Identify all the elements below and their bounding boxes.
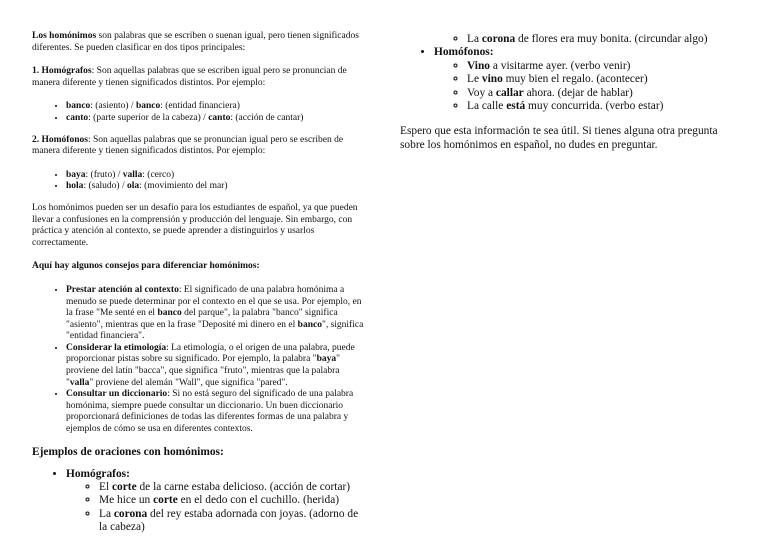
sentence-text: muy bien el regalo. (acontecer) [502, 73, 648, 86]
tip-word: banco [157, 308, 182, 319]
tip-text: " proviene del alemán "Wall", que significa "pared". [89, 377, 288, 388]
tip-text: del parque", la palabra "banco" significa "asiento", mientras que en la frase "Deposité mi dinero en el [66, 308, 338, 330]
homografos-examples-section [32, 468, 368, 535]
list-item [467, 60, 740, 73]
word: valla [122, 169, 143, 180]
tip-title: Prestar atención al contexto [66, 284, 179, 295]
list-item [66, 181, 368, 193]
sentence-word: callar [495, 86, 524, 99]
tip-word: baya [316, 354, 337, 365]
tip-title: Consultar un diccionario [66, 389, 168, 400]
sentence-text: a visitarme ayer. (verbo venir) [490, 59, 631, 72]
examples-heading: Ejemplos de oraciones con homónimos: [32, 445, 224, 458]
list-item [467, 33, 740, 46]
intro-text: son palabras que se escriben o suenan igual, pero tienen significados diferentes. Se pueden clasificar en dos tipos principales: [32, 31, 359, 53]
word: baya [66, 169, 86, 180]
tip-text: " proviene del latín "bacca", que significa "fruto", mientras que la palabra " [66, 354, 340, 388]
sentence-text: de la carne estaba delicioso. (acción de cortar) [136, 481, 351, 494]
homofonos-definition [32, 135, 368, 158]
homografos-definition [32, 66, 368, 89]
closing-paragraph: Espero que esta información te sea útil. Si tienes alguna otra pregunta sobre los homónimos en español, no dudes en preguntar. [400, 125, 718, 151]
list-item [99, 494, 368, 507]
meaning: : (saludo) / [83, 181, 127, 192]
right-column [400, 33, 740, 152]
meaning: : (cerco) [142, 169, 175, 180]
sentence-word: vino [481, 73, 503, 86]
sentence-text: muy concurrida. (verbo estar) [525, 100, 664, 113]
homofonos-item [434, 46, 740, 113]
sentence-text: del rey estaba adornada con joyas. (adorno de la cabeza) [99, 507, 359, 534]
homografos-examples-list [32, 101, 368, 124]
word: hola [66, 181, 84, 192]
tip-text: ", significa "entidad financiera". [66, 319, 364, 342]
sentence-text: La [99, 507, 114, 520]
list-item [467, 87, 740, 100]
sentence-word: corona [113, 507, 148, 520]
list-item [467, 100, 740, 113]
sentence-word: corte [111, 481, 137, 494]
left-column [32, 31, 368, 535]
meaning: : (movimiento del mar) [139, 181, 228, 192]
homofonos-title: 2. Homófonos [32, 134, 88, 145]
word: ola [126, 181, 140, 192]
sentence-text: Le [467, 73, 482, 86]
examples-list [32, 468, 368, 535]
sentence-text: Me hice un [99, 494, 154, 507]
list-item [467, 73, 740, 86]
homografos-text: : Son aquellas palabras que se escriben igual pero se pronuncian de manera diferente y tienen significados distintos. Por ejemplo: [32, 66, 347, 88]
sentence-text: Voy a [467, 86, 496, 99]
word: canto [208, 112, 231, 123]
sentence-word: está [506, 100, 526, 113]
tips-list [32, 285, 368, 436]
list-item [99, 481, 368, 494]
meaning: : (entidad financiera) [160, 101, 240, 112]
tip-word: banco [297, 319, 322, 330]
meaning: : (acción de cantar) [230, 112, 304, 123]
sentence-text: El [99, 481, 112, 494]
intro-section [32, 31, 368, 436]
tip-word: valla [69, 377, 90, 388]
intro-bold: Los homónimos [32, 31, 97, 41]
word: canto [66, 112, 89, 123]
word: banco [66, 101, 91, 112]
category-label: Homógrafos: [66, 467, 130, 480]
intro-paragraph [32, 31, 368, 54]
examples-list [400, 46, 740, 113]
homografos-item [66, 468, 368, 535]
sentence-text: de flores era muy bonita. (circundar algo) [515, 33, 708, 45]
sentence-word: Vino [467, 59, 490, 72]
tip-title: Considerar la etimología [66, 342, 167, 353]
sentence-text: ahora. (dejar de hablar) [523, 86, 633, 99]
tip-text: : El significado de una palabra homónima a menudo se puede determinar por el contexto en el que se usa. Por ejemplo, en la frase "Me senté en el [66, 284, 362, 319]
tips-heading-text: Aquí hay algunos consejos para diferenciar homónimos: [32, 261, 260, 272]
tip-dictionary [66, 389, 368, 435]
meaning: : (parte superior de la cabeza) / [88, 112, 209, 123]
challenge-paragraph: Los homónimos pueden ser un desafío para los estudiantes de español, ya que pueden llevar a confusiones en la comprensión y producción del lenguaje. Sin embargo, con práctica y atención al contexto, se puede aprender a distinguirlos y usarlos correctamente. [32, 202, 358, 248]
word: banco [135, 101, 161, 112]
tip-text: : La etimología, o el origen de una palabra, puede proporcionar pistas sobre su significado. Por ejemplo, la palabra " [66, 342, 355, 365]
sentence-text: La [467, 33, 482, 45]
homofonos-text: : Son aquellas palabras que se pronuncian igual pero se escriben de manera diferente y tienen significados distintos. Por ejemplo: [32, 134, 344, 157]
sentence-list [400, 33, 740, 46]
sentence-list [66, 481, 368, 535]
sentence-text: La calle [467, 100, 507, 113]
tips-heading [32, 261, 368, 273]
homografos-title: 1. Homógrafos [32, 66, 92, 77]
tip-text: : Si no está seguro del significado de una palabra homónima, siempre puede consultar un diccionario. Un buen diccionario proporcionará definiciones de todas las diferentes formas de una palabra y ejemplos de cómo se usa en diferentes contextos. [66, 389, 354, 435]
list-item [66, 113, 368, 125]
meaning: : (fruto) / [85, 169, 123, 180]
tip-context [66, 285, 368, 343]
tip-etymology [66, 343, 368, 389]
sentence-list [434, 60, 740, 114]
category-label: Homófonos: [434, 46, 494, 59]
sentence-text: en el dedo con el cuchillo. (herida) [177, 494, 340, 507]
sentence-word: corona [481, 33, 516, 45]
list-item [99, 508, 368, 535]
list-item [66, 101, 368, 113]
sentence-word: corte [153, 494, 178, 507]
homofonos-examples-list [32, 170, 368, 193]
list-item [66, 170, 368, 182]
meaning: : (asiento) / [90, 101, 136, 112]
